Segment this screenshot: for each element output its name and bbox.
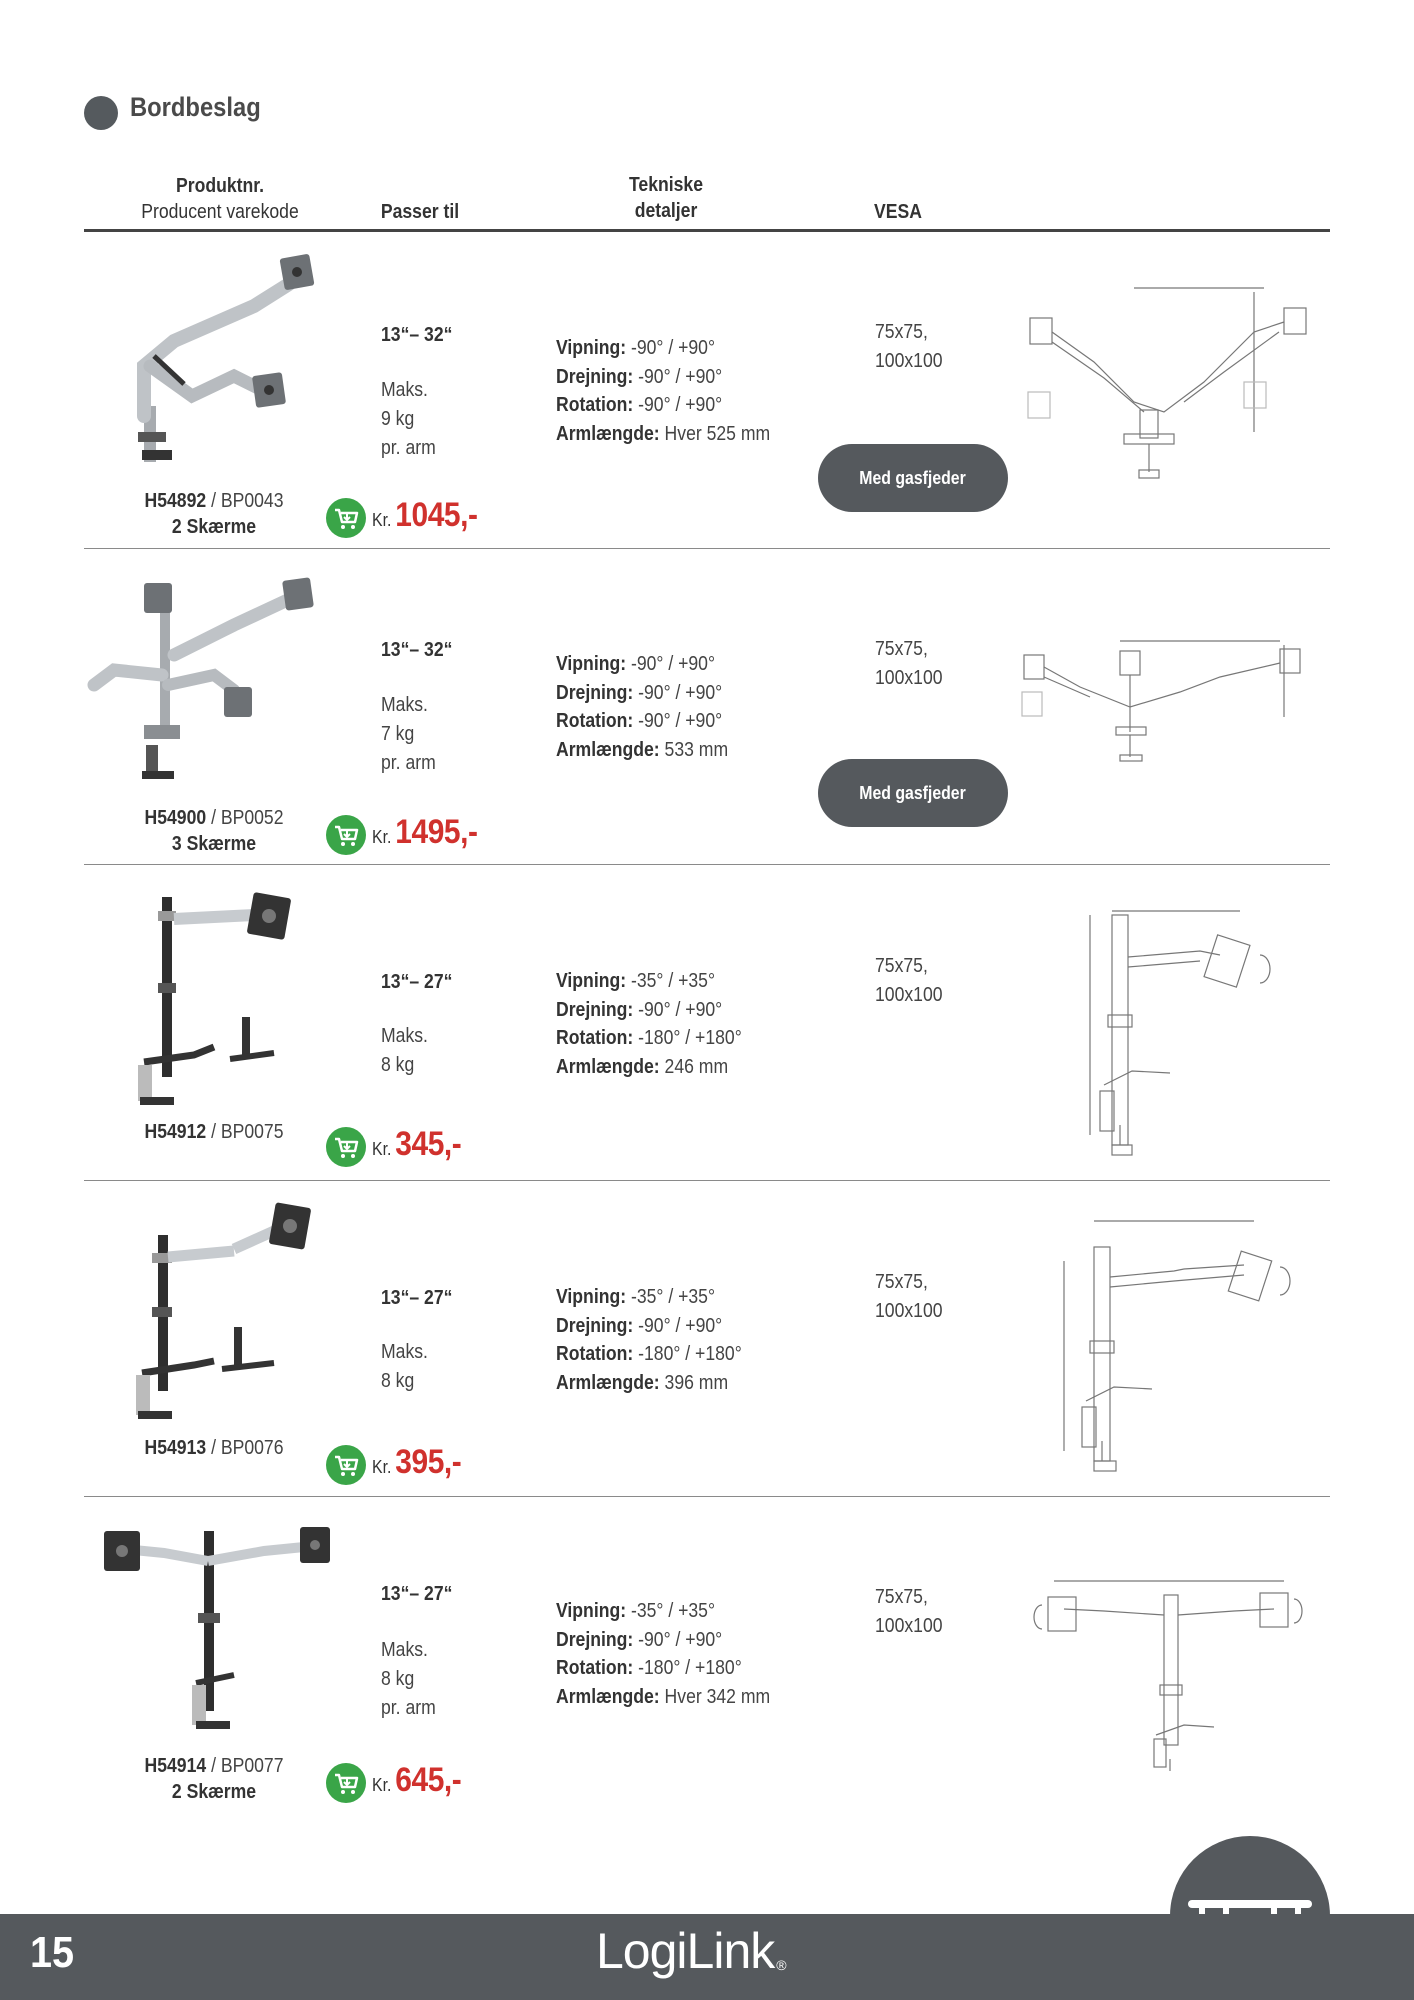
technical-details: Vipning: -35° / +35° Drejning: -90° / +90° Rotation: -180° / +180° Armlængde: 246 mm (556, 970, 742, 1078)
brand-logo: LogiLink ® (596, 1923, 786, 1979)
screen-size: 13“– 27“ (381, 1287, 453, 1309)
gas-spring-badge: Med gasfjeder (818, 444, 1008, 512)
dual-pole-arm-photo (104, 1517, 344, 1747)
triple-gas-arm-photo (84, 575, 334, 785)
technical-details: Vipning: -35° / +35° Drejning: -90° / +90° Rotation: -180° / +180° Armlængde: 396 mm (556, 1286, 742, 1394)
max-load: Maks. 9 kg pr. arm (381, 379, 436, 459)
cart-icon[interactable] (326, 1127, 366, 1167)
dimension-drawing (1034, 1211, 1314, 1481)
vesa-sizes: 75x75, 100x100 (875, 638, 943, 689)
dimension-drawing (1024, 1575, 1314, 1775)
max-load: Maks. 7 kg pr. arm (381, 694, 436, 774)
product-row (84, 1181, 1330, 1497)
section-bullet-icon (84, 96, 118, 130)
section-title: Bordbeslag (130, 92, 261, 122)
product-row (84, 549, 1330, 865)
product-code: H54892 / BP0043 2 Skærme (144, 490, 284, 538)
price: Kr. 345,- (372, 1125, 462, 1163)
header-product-number: Produktnr. Producent varekode (141, 175, 299, 223)
price: Kr. 1045,- (372, 496, 478, 534)
product-row (84, 865, 1330, 1181)
cart-icon[interactable] (326, 1445, 366, 1485)
product-code: H54900 / BP0052 3 Skærme (144, 807, 284, 855)
product-code: H54914 / BP0077 2 Skærme (144, 1755, 284, 1803)
header-fits: Passer til (380, 201, 460, 223)
dimension-drawing (1024, 282, 1314, 492)
vesa-sizes: 75x75, 100x100 (875, 1271, 943, 1322)
vesa-sizes: 75x75, 100x100 (875, 321, 943, 372)
cart-icon[interactable] (326, 1763, 366, 1803)
screen-size: 13“– 27“ (381, 971, 453, 993)
dual-gas-arm-photo (114, 246, 334, 476)
cart-icon[interactable] (326, 815, 366, 855)
gas-spring-badge: Med gasfjeder (818, 759, 1008, 827)
page-number: 15 (30, 1928, 75, 1977)
technical-details: Vipning: -90° / +90° Drejning: -90° / +90° Rotation: -90° / +90° Armlængde: 533 mm (556, 653, 729, 761)
price: Kr. 395,- (372, 1443, 462, 1481)
screen-size: 13“– 27“ (381, 1583, 453, 1605)
product-code: H54912 / BP0075 (144, 1121, 284, 1143)
product-row (84, 232, 1330, 548)
price: Kr. 1495,- (372, 813, 478, 851)
screen-size: 13“– 32“ (381, 324, 453, 346)
header-technical: Tekniske detaljer (628, 174, 704, 222)
screen-size: 13“– 32“ (381, 639, 453, 661)
product-code: H54913 / BP0076 (144, 1437, 284, 1459)
technical-details: Vipning: -90° / +90° Drejning: -90° / +90° Rotation: -90° / +90° Armlængde: Hver 525 mm (556, 337, 771, 445)
product-row (84, 1497, 1330, 1813)
double-joint-arm-photo (134, 1201, 334, 1431)
dimension-drawing (1060, 895, 1300, 1165)
max-load: Maks. 8 kg pr. arm (381, 1639, 436, 1719)
cart-icon[interactable] (326, 498, 366, 538)
max-load: Maks. 8 kg (381, 1025, 428, 1076)
vesa-sizes: 75x75, 100x100 (875, 1586, 943, 1637)
technical-details: Vipning: -35° / +35° Drejning: -90° / +90° Rotation: -180° / +180° Armlængde: Hver 342 mm (556, 1600, 771, 1708)
dimension-drawing (1020, 637, 1310, 767)
single-pole-arm-photo (134, 887, 324, 1117)
price: Kr. 645,- (372, 1761, 462, 1799)
vesa-sizes: 75x75, 100x100 (875, 955, 943, 1006)
max-load: Maks. 8 kg (381, 1341, 428, 1392)
header-vesa: VESA (874, 201, 922, 223)
